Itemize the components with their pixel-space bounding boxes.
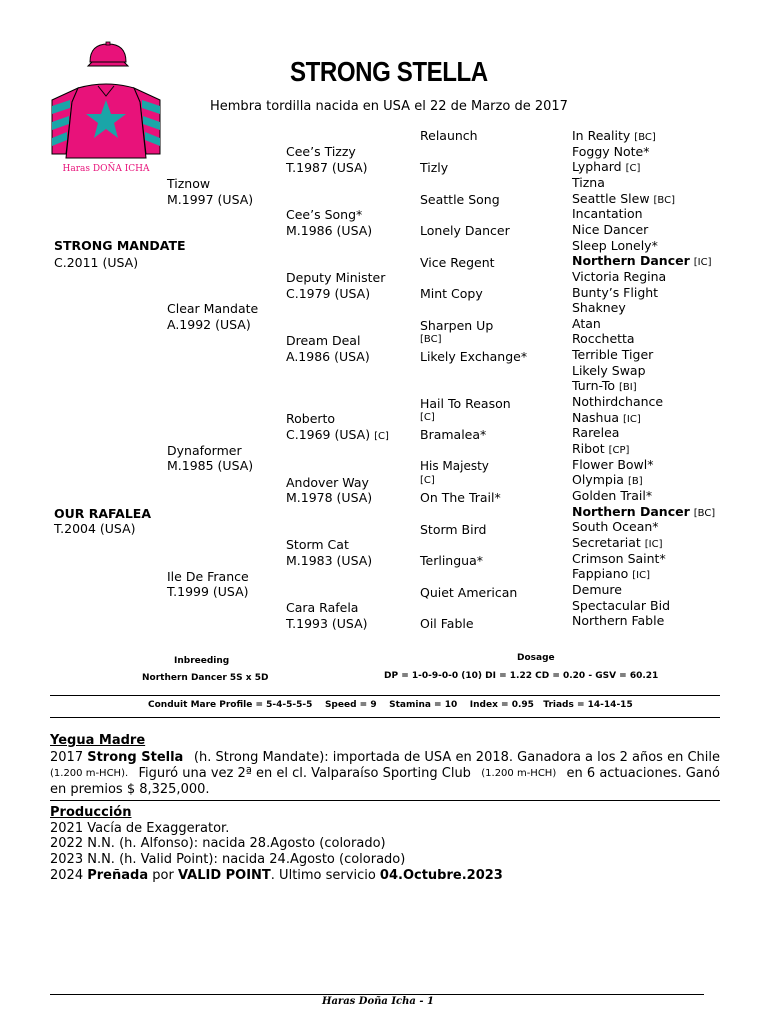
g3-info: A.1986 (USA) <box>286 349 370 364</box>
g5-ancestor <box>572 472 643 489</box>
g5-ancestor <box>572 535 663 552</box>
g5-ancestor <box>572 269 666 284</box>
g5-ancestor <box>572 331 635 346</box>
jockey-silks-icon <box>48 40 164 180</box>
dam-name: OUR RAFALEA <box>54 506 152 521</box>
g5-name: Seattle Slew <box>572 191 650 206</box>
g4-name: Tizly <box>420 160 449 175</box>
g5-name: Shakney <box>572 300 626 315</box>
g5-name: South Ocean* <box>572 519 659 534</box>
produccion-item: 2022 N.N. (h. Alfonso): nacida 28.Agosto (colorado) <box>50 836 386 851</box>
g5-name: Olympia <box>572 472 624 487</box>
g5-ancestor <box>572 613 664 628</box>
produccion-item: 2023 N.N. (h. Valid Point): nacida 24.Agosto (colorado) <box>50 852 406 867</box>
g5-ancestor <box>572 551 666 566</box>
g4-name: Seattle Song <box>420 192 500 207</box>
g5-tag: [IC] <box>693 257 712 268</box>
dosage-label: Dosage <box>517 653 555 663</box>
inbreeding-label: Inbreeding <box>174 656 230 666</box>
g5-tag: [BI] <box>619 382 637 393</box>
yegua-madre-heading: Yegua Madre <box>50 733 146 748</box>
g4-tag: [BC] <box>420 334 442 345</box>
g4-name: Storm Bird <box>420 522 487 537</box>
g5-name: Ribot <box>572 441 605 456</box>
yegua-madre-line1: 2017 Strong Stella (h. Strong Mandate): importada de USA en 2018. Ganadora a los 2 años en Chile <box>50 750 720 765</box>
subtitle: Hembra tordilla nacida en USA el 22 de Marzo de 2017 <box>210 99 568 114</box>
g4-name: Mint Copy <box>420 286 483 301</box>
g5-tag: [BC] <box>634 132 656 143</box>
g4-name: Vice Regent <box>420 255 495 270</box>
dam-info: T.2004 (USA) <box>54 521 136 536</box>
g5-ancestor <box>572 222 648 237</box>
dosage-value: DP = 1-0-9-0-0 (10) DI = 1.22 CD = 0.20 - GSV = 60.21 <box>384 671 659 681</box>
g5-ancestor <box>572 394 663 409</box>
g3-name: Cara Rafela <box>286 600 359 615</box>
g3-name: Deputy Minister <box>286 270 386 285</box>
g4-name: Quiet American <box>420 585 518 600</box>
g5-name: Demure <box>572 582 622 597</box>
g4-name: Oil Fable <box>420 616 474 631</box>
g5-ancestor <box>572 175 605 190</box>
g4-name: Relaunch <box>420 128 478 143</box>
g2-name: Ile De France <box>167 569 249 584</box>
g5-name: Atan <box>572 316 601 331</box>
g5-name: Rarelea <box>572 425 620 440</box>
footer-divider <box>50 994 704 995</box>
produccion-item: 2021 Vacía de Exaggerator. <box>50 821 230 836</box>
g5-name: Turn-To <box>572 378 616 393</box>
g4-name: Hail To Reason <box>420 396 511 411</box>
g4-name: On The Trail* <box>420 490 501 505</box>
g3-info: M.1978 (USA) <box>286 490 373 505</box>
g5-tag: [IC] <box>644 539 663 550</box>
g5-name: Spectacular Bid <box>572 598 671 613</box>
g3-info: M.1986 (USA) <box>286 223 373 238</box>
g5-ancestor <box>572 425 619 440</box>
g5-name: Northern Fable <box>572 613 665 628</box>
g5-name: Fappiano <box>572 566 629 581</box>
g5-tag: [BC] <box>693 508 716 519</box>
g5-tag: [IC] <box>623 414 641 425</box>
g2-name: Clear Mandate <box>167 301 259 316</box>
divider <box>50 717 720 718</box>
g5-ancestor <box>572 363 646 378</box>
g5-name: Northern Dancer <box>572 253 690 268</box>
g3-name: Dream Deal <box>286 333 361 348</box>
g5-name: Tizna <box>572 175 605 190</box>
g4-name: Terlingua* <box>420 553 483 568</box>
g5-ancestor <box>572 347 653 362</box>
g5-ancestor <box>572 378 637 395</box>
g5-ancestor <box>572 441 629 458</box>
g3-info: T.1987 (USA) <box>286 160 368 175</box>
divider <box>50 695 720 696</box>
g5-ancestor <box>572 238 658 253</box>
g5-name: Terrible Tiger <box>572 347 654 362</box>
g5-tag: [BC] <box>653 195 676 206</box>
g5-ancestor <box>572 253 711 270</box>
footer-text: Haras Doña Icha - 1 <box>322 996 434 1007</box>
yegua-madre-line2: (1.200 m-HCH). Figuró una vez 2ª en el cl. Valparaíso Sporting Club (1.200 m-HCH) en 6 actuaciones. Ganó <box>50 766 720 781</box>
silks-label: Haras DOÑA ICHA <box>62 164 150 174</box>
page-title: STRONG STELLA <box>290 56 488 87</box>
g2-info: M.1997 (USA) <box>167 192 254 207</box>
g5-name: Nothirdchance <box>572 394 664 409</box>
g2-name: Tiznow <box>167 176 211 191</box>
g2-info: T.1999 (USA) <box>167 584 249 599</box>
g3-info: C.1969 (USA) [C] <box>286 427 389 442</box>
g5-ancestor <box>572 159 640 176</box>
g4-name: Lonely Dancer <box>420 223 510 238</box>
divider <box>50 800 720 801</box>
g5-tag: [B] <box>627 476 643 487</box>
g5-name: Rocchetta <box>572 331 635 346</box>
g5-ancestor <box>572 519 659 534</box>
g5-ancestor <box>572 206 643 221</box>
g5-name: Lyphard <box>572 159 622 174</box>
g3-info: C.1979 (USA) <box>286 286 371 301</box>
g5-ancestor <box>572 144 649 159</box>
g5-name: Secretariat <box>572 535 641 550</box>
g4-name: Sharpen Up <box>420 318 494 333</box>
g5-name: Victoria Regina <box>572 269 667 284</box>
g5-ancestor <box>572 285 658 300</box>
g5-name: Sleep Lonely* <box>572 238 658 253</box>
g5-name: Flower Bowl* <box>572 457 654 472</box>
g3-info: M.1983 (USA) <box>286 553 373 568</box>
g5-tag: [IC] <box>632 570 650 581</box>
g5-name: Bunty’s Flight <box>572 285 659 300</box>
g5-name: Northern Dancer <box>572 504 690 519</box>
g5-ancestor <box>572 598 670 613</box>
g5-name: Crimson Saint* <box>572 551 666 566</box>
g2-info: A.1992 (USA) <box>167 317 251 332</box>
g3-info: T.1993 (USA) <box>286 616 368 631</box>
g5-ancestor <box>572 300 626 315</box>
g5-ancestor <box>572 488 652 503</box>
g5-tag: [CP] <box>608 445 630 456</box>
g3-name: Andover Way <box>286 475 369 490</box>
produccion-item: 2024 Preñada por VALID POINT. Ultimo servicio 04.Octubre.2023 <box>50 868 503 883</box>
g3-name: Roberto <box>286 411 336 426</box>
g3-name: Cee’s Song* <box>286 207 363 222</box>
g2-name: Dynaformer <box>167 443 242 458</box>
g4-name: Likely Exchange* <box>420 349 528 364</box>
g5-ancestor <box>572 457 654 472</box>
produccion-heading: Producción <box>50 805 132 820</box>
g5-name: Foggy Note* <box>572 144 650 159</box>
inbreeding-value: Northern Dancer 5S x 5D <box>142 673 269 683</box>
g4-name: Bramalea* <box>420 427 487 442</box>
g4-name: His Majesty <box>420 459 489 473</box>
g5-ancestor <box>572 316 601 331</box>
g5-name: Golden Trail* <box>572 488 653 503</box>
g5-ancestor <box>572 582 622 597</box>
g4-tag: [C] <box>420 412 435 423</box>
sire-info: C.2011 (USA) <box>54 255 139 270</box>
sire-name: STRONG MANDATE <box>54 238 186 253</box>
g5-name: Nice Dancer <box>572 222 649 237</box>
conduit-profile: Conduit Mare Profile = 5-4-5-5-5 Speed = 9 Stamina = 10 Index = 0.95 Triads = 14-14-15 <box>148 700 633 710</box>
g5-name: In Reality <box>572 128 631 143</box>
g5-ancestor <box>572 128 656 145</box>
yegua-madre-line3: en premios $ 8,325,000. <box>50 782 210 797</box>
g5-tag: [C] <box>625 163 641 174</box>
g3-name: Cee’s Tizzy <box>286 144 356 159</box>
g3-name: Storm Cat <box>286 537 349 552</box>
g5-name: Likely Swap <box>572 363 646 378</box>
silks-logo <box>48 40 164 180</box>
g5-ancestor <box>572 566 650 583</box>
g4-tag: [C] <box>420 475 435 486</box>
g5-name: Nashua <box>572 410 620 425</box>
g2-info: M.1985 (USA) <box>167 458 254 473</box>
g5-name: Incantation <box>572 206 643 221</box>
